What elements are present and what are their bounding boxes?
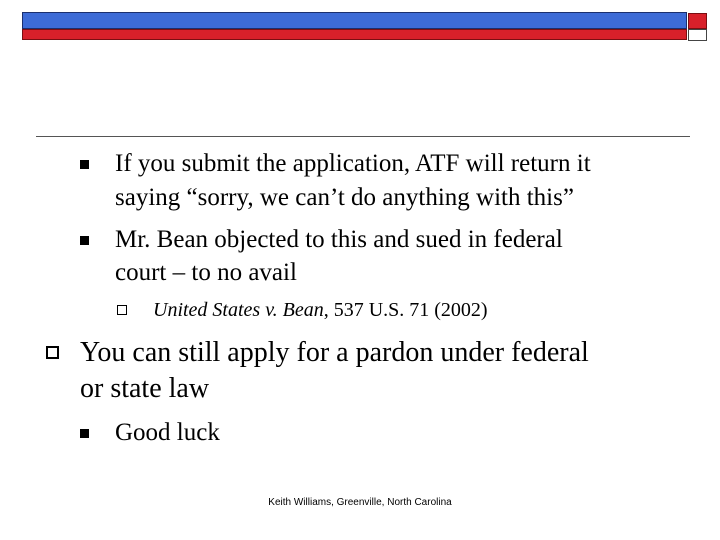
bullet-atf-line1: If you submit the application, ATF will return it [115, 150, 591, 177]
case-citation [153, 297, 488, 323]
square-bullet-icon [80, 236, 89, 245]
bullet-pardon-line2: or state law [80, 373, 210, 404]
header-square-outline [688, 29, 707, 41]
square-bullet-icon [80, 160, 89, 169]
hollow-square-bullet-icon [46, 346, 59, 359]
case-name: United States v. Bean [153, 299, 324, 321]
header-bar-blue [22, 12, 687, 29]
bullet-bean-line1: Mr. Bean objected to this and sued in federal [115, 226, 563, 253]
header-bar-red [22, 29, 687, 40]
title-divider [36, 136, 690, 137]
hollow-square-bullet-icon [117, 305, 127, 315]
slide-footer: Keith Williams, Greenville, North Carolina [268, 497, 452, 508]
square-bullet-icon [80, 429, 89, 438]
header-square-red [688, 13, 707, 29]
bullet-atf-line2: saying “sorry, we can’t do anything with this” [115, 184, 574, 211]
case-cite: , 537 U.S. 71 (2002) [323, 299, 488, 321]
bullet-pardon-line1: You can still apply for a pardon under federal [80, 337, 589, 368]
bullet-bean-line2: court – to no avail [115, 259, 297, 286]
bullet-good-luck: Good luck [115, 419, 220, 446]
